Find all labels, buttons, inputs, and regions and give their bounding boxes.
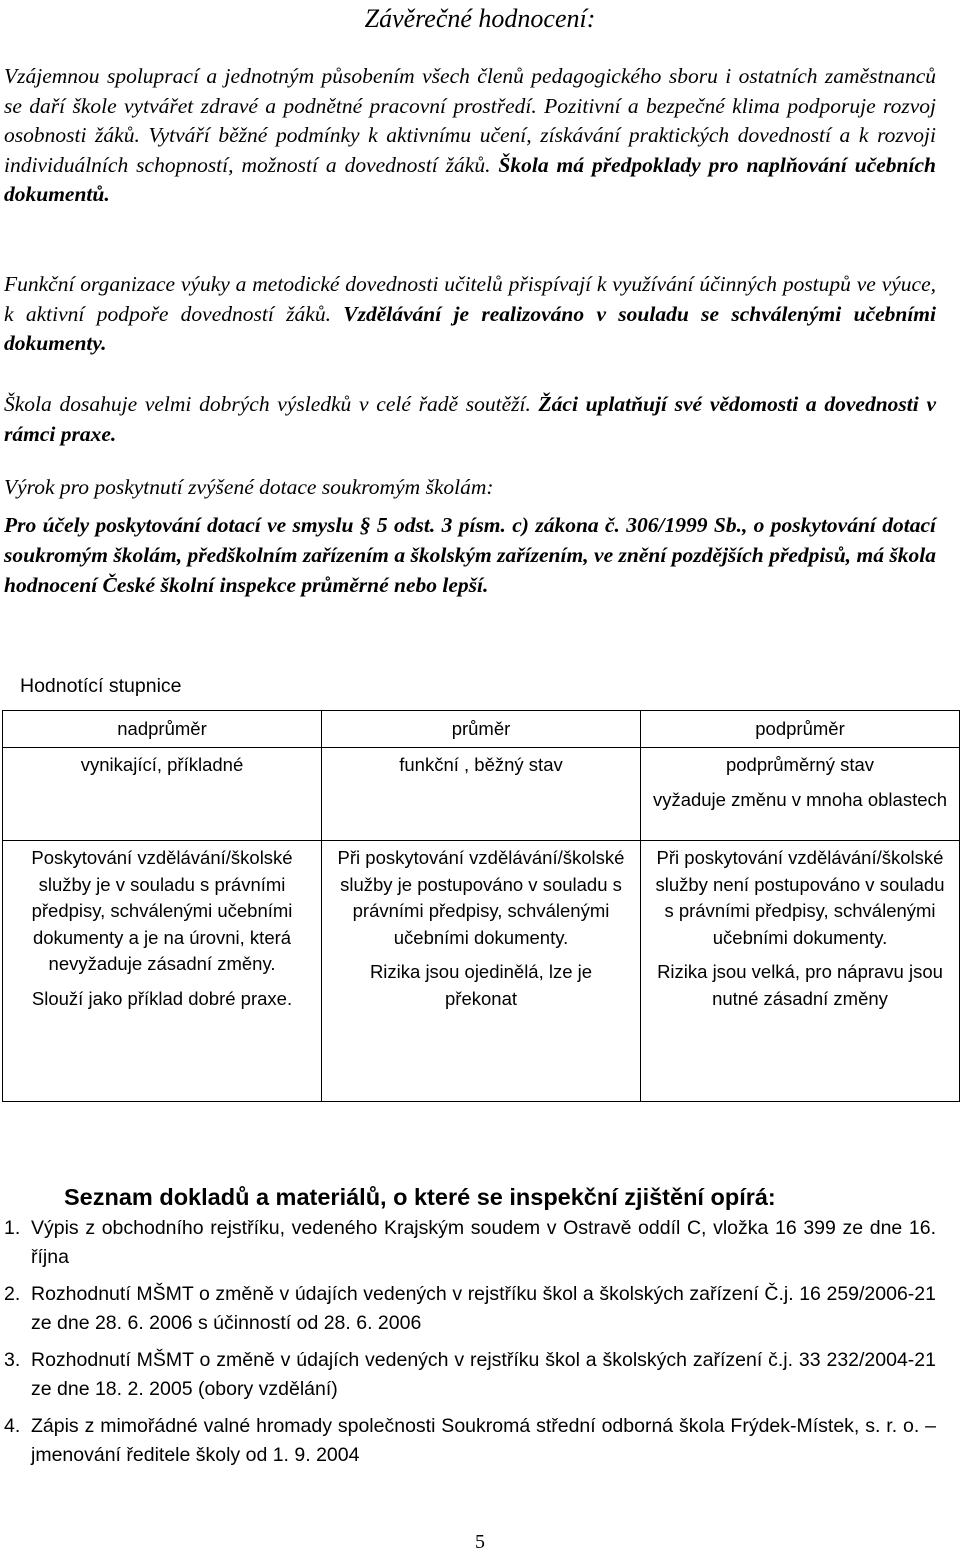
list-item — [0, 1214, 936, 1272]
detail-note: Rizika jsou ojedinělá, lze je překonat — [369, 961, 593, 1009]
page-title: Závěrečné hodnocení: — [364, 4, 596, 33]
detail-cell-below — [641, 841, 960, 1102]
summary-note: vyžaduje změnu v mnoha oblastech — [652, 788, 948, 810]
paragraph-teaching-conclusion: Vzdělávání je realizováno v souladu se schválenými učebními dokumenty. — [4, 301, 936, 355]
list-item-number: 3. — [4, 1349, 21, 1371]
scale-label: Hodnotící stupnice — [20, 675, 182, 697]
list-item-number: 1. — [4, 1217, 21, 1239]
table-row — [3, 841, 960, 1102]
documents-list — [0, 1214, 936, 1470]
list-item-text: Zápis z mimořádné valné hromady společnosti Soukromá střední odborná škola Frýdek-Místek, s. r. o. – jmenování ředitele školy od 1. 9. 2004 — [31, 1415, 936, 1466]
list-item — [0, 1280, 936, 1338]
paragraph-teaching-text: Funkční organizace výuky a metodické dovednosti učitelů přispívají k využívání účinných postupů ve výuce, k aktivní podpoře dovedností žáků. — [4, 272, 936, 326]
list-item-number: 2. — [4, 1283, 21, 1305]
header-average: průměr — [322, 711, 641, 748]
paragraph-results — [4, 390, 936, 449]
summary-cell-below — [641, 748, 960, 841]
paragraph-results-conclusion: Žáci uplatňují své vědomosti a dovednosti v rámci praxe. — [4, 392, 936, 446]
paragraph-climate-text: Vzájemnou spoluprací a jednotným působením všech členů pedagogického sboru i ostatních zaměstnanců se daří škole vytvářet zdravé a podnětné pracovní prostředí. Pozitivní a bezpečné klima podporuje rozvoj osobnosti žáků. Vytváří běžné podmínky k aktivnímu učení, získávání praktických dovedností a k rozvoji individuálních schopností, možností a dovedností žáků. — [4, 64, 936, 177]
paragraph-teaching — [4, 270, 936, 359]
summary-text: podprůměrný stav — [725, 754, 875, 775]
summary-cell-above — [3, 748, 322, 841]
documents-list-title: Seznam dokladů a materiálů, o které se inspekční zjištění opírá: — [64, 1184, 776, 1210]
list-item-text: Rozhodnutí MŠMT o změně v údajích vedených v rejstříku škol a školských zařízení Č.j. 16 259/2006-21 ze dne 28. 6. 2006 s účinností od 28. 6. 2006 — [31, 1283, 936, 1334]
detail-note: Rizika jsou velká, pro nápravu jsou nutné zásadní změny — [657, 961, 943, 1009]
header-below-average: podprůměr — [641, 711, 960, 748]
verdict-text: Pro účely poskytování dotací ve smyslu § 5 odst. 3 písm. c) zákona č. 306/1999 Sb., o poskytování dotací soukromým školám, předškolním zařízením a školským zařízením, ve znění pozdějších předpisů, má škola hodnocení České školní inspekce průměrné nebo lepší. — [4, 513, 936, 597]
detail-text: Při poskytování vzdělávání/školské služby je postupováno v souladu s právními předpisy, schválenými učebními dokumenty. — [337, 847, 625, 948]
page-number: 5 — [475, 1531, 485, 1553]
header-above-average: nadprůměr — [3, 711, 322, 748]
paragraph-climate-conclusion: Škola má předpoklady pro naplňování učebních dokumentů. — [4, 152, 936, 206]
list-item-text: Rozhodnutí MŠMT o změně v údajích vedených v rejstříku škol a školských zařízení č.j. 33 232/2004-21 ze dne 18. 2. 2005 (obory vzdělání) — [31, 1349, 936, 1400]
paragraph-climate — [4, 62, 936, 210]
detail-cell-above — [3, 841, 322, 1102]
paragraph-results-text: Škola dosahuje velmi dobrých výsledků v celé řadě soutěží. — [4, 392, 531, 416]
list-item-number: 4. — [4, 1415, 21, 1437]
list-item — [0, 1346, 936, 1404]
detail-text: Při poskytování vzdělávání/školské služby není postupováno v souladu s právními předpisy, schválenými učebními dokumenty. — [655, 847, 945, 948]
detail-text: Poskytování vzdělávání/školské služby je v souladu s právními předpisy, schválenými učebními dokumenty a je na úrovni, která nevyžaduje zásadní změny. — [31, 847, 293, 974]
summary-cell-average — [322, 748, 641, 841]
detail-cell-average — [322, 841, 641, 1102]
detail-note: Slouží jako příklad dobré praxe. — [31, 987, 293, 1009]
table-row — [3, 748, 960, 841]
list-item-text: Výpis z obchodního rejstříku, vedeného Krajským soudem v Ostravě oddíl C, vložka 16 399 ze dne 16. října — [31, 1217, 936, 1268]
verdict-heading: Výrok pro poskytnutí zvýšené dotace soukromým školám: — [4, 475, 494, 499]
table-row — [3, 711, 960, 748]
list-item — [0, 1412, 936, 1470]
summary-text: vynikající, příkladné — [80, 754, 244, 775]
summary-text: funkční , běžný stav — [399, 754, 563, 775]
rating-scale-table — [2, 710, 960, 1102]
